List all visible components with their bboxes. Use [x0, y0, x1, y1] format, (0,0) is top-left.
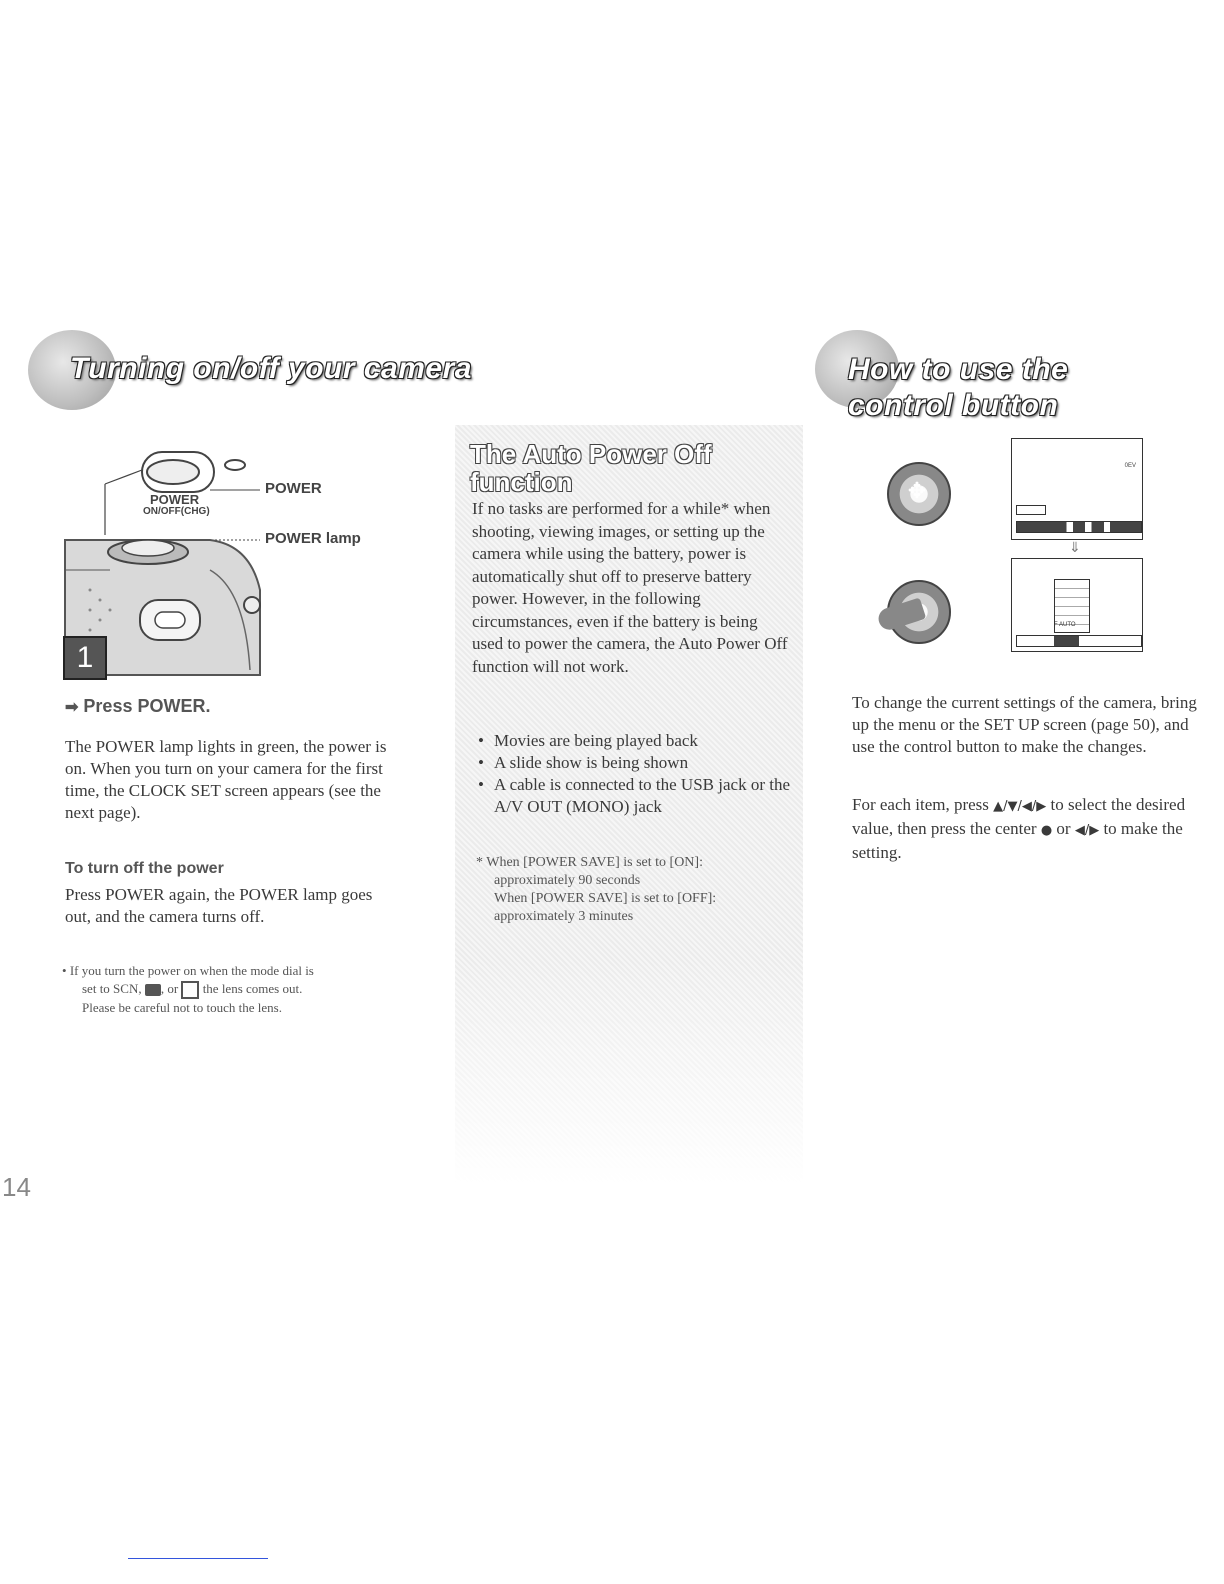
power-description: The POWER lamp lights in green, the power is on. When you turn on your camera for the first time, the CLOCK SET screen appears (see the next page). — [65, 737, 387, 822]
exception-item: • Movies are being played back — [472, 730, 790, 752]
panel-fade — [455, 960, 803, 1185]
screen1-indicator — [1016, 505, 1046, 515]
left-right-arrows-icon: ◀/▶ — [1074, 823, 1100, 838]
auto-power-off-body: If no tasks are performed for a while* when shooting, viewing images, or setting up the camera while using the battery, power is automatically shut off to preserve battery power. However, in the following circumstances, even if the battery is being used to power the camera, the Auto Power Off function will not work. — [472, 499, 788, 676]
turn-off-subheading: To turn off the power — [65, 860, 224, 877]
note-line-2: set to SCN, , or the lens comes out. — [62, 980, 422, 999]
control-button-description: To change the current settings of the camera, bring up the menu or the SET UP screen (page 50), and use the control button to make the changes. — [852, 693, 1197, 756]
exception-item: • A cable is connected to the USB jack or the A/V OUT (MONO) jack — [472, 774, 790, 818]
press-power-instruction — [65, 696, 210, 717]
note-bullet: • — [62, 963, 70, 978]
camera-illustration — [60, 440, 390, 680]
note-line-1: • If you turn the power on when the mode dial is — [62, 963, 314, 978]
exception-item: • A slide show is being shown — [472, 752, 790, 774]
lens-note — [62, 962, 422, 1017]
section-heading-control-button: How to use the control button — [848, 353, 1069, 422]
camera-diagram — [60, 440, 390, 680]
page-number: 14 — [2, 1172, 31, 1202]
step-number-badge: 1 — [63, 636, 107, 680]
arrow-right-icon: ➡ — [65, 699, 79, 716]
auto-power-off-exceptions — [472, 730, 790, 818]
down-arrow-icon: ⇓ — [1069, 541, 1081, 556]
turn-off-text: Press POWER again, the POWER lamp goes out, and the camera turns off. — [65, 885, 373, 926]
camera-mode-icon — [145, 984, 161, 996]
control-button-instruction: For each item, press ▲/▼/◀/▶ to select the desired value, then press the center ● or ◀/▶ to make the setting. — [852, 795, 1186, 862]
screen1-ev-label: 0EV — [1124, 463, 1136, 469]
control-dial-1-arrows: ✥ — [907, 479, 927, 504]
movie-mode-icon — [181, 981, 199, 999]
instruction-text: Press POWER. — [83, 696, 211, 716]
power-onoff-label: POWER — [150, 492, 200, 507]
screen2-menu-bar — [1016, 635, 1142, 647]
screen2-auto-label: F AUTO — [1054, 622, 1076, 628]
screen1-menu-bar — [1016, 521, 1142, 533]
menu-screen-2 — [1011, 558, 1143, 652]
note-line-3: Please be careful not to touch the lens. — [82, 1000, 282, 1016]
power-onoff-sublabel: ON/OFF(CHG) — [143, 506, 210, 517]
power-label: POWER — [265, 480, 322, 497]
menu-screen-1 — [1011, 438, 1143, 540]
section-heading-turning-on-off: Turning on/off your camera — [70, 352, 472, 385]
auto-power-off-title: The Auto Power Off function — [470, 439, 712, 497]
power-lamp-label: POWER lamp — [265, 530, 361, 547]
direction-arrows-icon: ▲/▼/◀/▶ — [993, 799, 1047, 814]
center-button-icon: ● — [1040, 823, 1053, 838]
auto-power-off-footnote: * When [POWER SAVE] is set to [ON]: approximately 90 seconds When [POWER SAVE] is set to [OFF]: approximately 3 minutes — [476, 855, 717, 924]
page-underline — [128, 1558, 268, 1559]
